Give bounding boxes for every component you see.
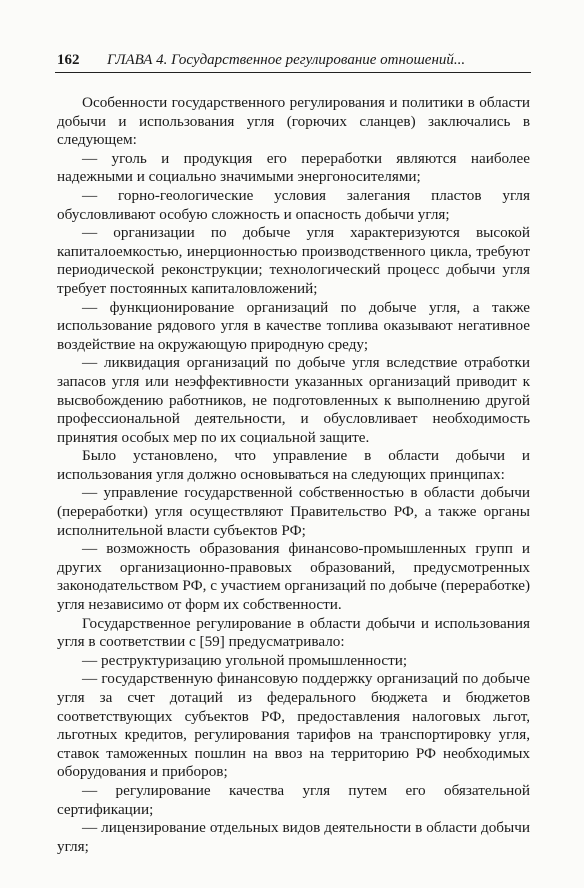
body-text xyxy=(57,94,530,856)
paragraph: — регулирование качества угля путем его обязательной сертификации; xyxy=(57,781,530,818)
paragraph: — организации по добыче угля характеризуются высокой капиталоемкостью, инерционностью производственного цикла, требуют периодической реконструкции; технологический процесс добычи угля требует постоянных капиталовложений; xyxy=(57,224,530,297)
paragraph: — горно-геологические условия залегания пластов угля обусловливают особую сложность и опасность добычи угля; xyxy=(57,186,530,223)
chapter-title: ГЛАВА 4. Государственное регулирование отношений... xyxy=(107,52,466,68)
paragraph: — лицензирование отдельных видов деятельности в области добычи угля; xyxy=(57,819,530,855)
paragraph: — функционирование организаций по добыче угля, а также использование рядового угля в качестве топлива оказывают негативное воздействие на окружающую природную среду; xyxy=(57,298,530,353)
paragraph: Государственное регулирование в области добычи и использования угля в соответствии с [59] предусматривало: xyxy=(57,614,530,651)
paragraph: — уголь и продукция его переработки являются наиболее надежными и социально значимыми энергоносителями; xyxy=(57,149,530,186)
paragraph: Особенности государственного регулирования и политики в области добычи и использования угля (горючих сланцев) заключались в следующем: xyxy=(57,94,530,149)
paragraph: — возможность образования финансово-промышленных групп и других организационно-правовых образований, предусмотренных законодательством РФ, с участием организаций по добыче (переработке) угля независимо от форм их собственности. xyxy=(57,540,530,614)
paragraph: — управление государственной собственностью в области добычи (переработки) угля осуществляют Правительство РФ, а также органы исполнительной власти субъектов РФ; xyxy=(57,484,530,539)
running-header xyxy=(57,50,530,70)
paragraph: — ликвидация организаций по добыче угля вследствие отработки запасов угля или неэффективности указанных организаций приводит к высвобождению работников, не подготовленных к выполнению другой профессиональной деятельности, и обусловливает необходимость принятия особых мер по их социальной защите. xyxy=(57,354,530,446)
page-number: 162 xyxy=(57,52,80,68)
paragraph: — реструктуризацию угольной промышленности; xyxy=(82,651,408,669)
paragraph: Было установлено, что управление в области добычи и использования угля должно основываться на следующих принципах: xyxy=(57,447,530,483)
header-rule xyxy=(55,72,531,73)
paragraph: — государственную финансовую поддержку организаций по добыче угля за счет дотаций из федерального бюджета и бюджетов соответствующих субъектов РФ, предоставления налоговых льгот, льготных кредитов, регулирования тарифов на транспортировку угля, ставок таможенных пошлин на ввоз на территорию РФ необходимых оборудования и приборов; xyxy=(57,670,530,781)
